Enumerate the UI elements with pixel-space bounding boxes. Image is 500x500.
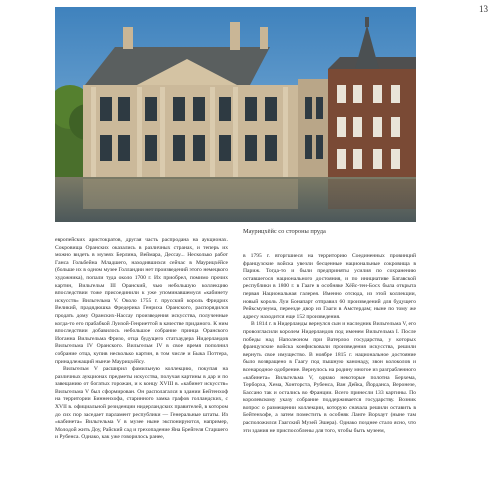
mauritshuis-photo: [55, 7, 416, 222]
right-text-column: [243, 253, 416, 435]
paragraph: В 1814 г. в Нидерланды вернулся сын и наследник Вильгельма V, его провозгласили королем Нидерландов под именем Вильгельма I. После победы над Наполеоном при Ватерлоо государства, у которых французские войска конфисковали произведения искусства, решили вернуть свое имущество. В ноябре 1815 г. национальное достояние было возвращено в Гаагу под пышную канонаду, звон колоколов и всенародное одобрение. Вернулось на родину многое из разграбленного «кабинета» Вильгельма V, однако некоторые полотна Берхема, Терборха, Хема, Хонторста, Рубенса, Ван Дейка, Йорданса, Веронезе, Бассано так и остались во Франции. Всего принесли 133 картины. По королевскому указу собрание поддерживается государству. Возник вопрос о размещении коллекции, которую сначала решили оставить в Бейтенхофе, а затем поместить в особняк Ланге Ворхаут (ныне там расположился Гаагский Музей Эшера). Однако позднее стало ясно, что эти здания не приспособлены для того, чтобы быть музеем,: [243, 321, 416, 434]
left-text-column: [55, 237, 228, 442]
paragraph: европейских аристократов, другая часть распродана на аукционах. Сокровища Оранских оказались в различных странах, и теперь их можно видеть в музеях Берлина, Веймара, Дессау... Несколько работ Ганса Гольбейна Младшего, находившихся сейчас в Маурицхёйсе (больше их в одном музее Голландии нет произведений этого немецкого художника), попали туда около 1700 г. Их приобрел, помимо прочих картин, Вильгельм III Оранский, чью небольшую коллекцию впоследствии тоже присоединили к уже упоминавшемуся «кабинету искусств» Вильгельма V. Около 1755 г. прусский король Фридрих Великий, прадядюшка Фредерика Генриха Оранского, распорядился продать дому Оранских-Нассау произведения искусства, полученные когда-то его прабабкой Луизой-Генриеттой в качестве приданого. К ним впоследствии добавилось небольшое собрание принца Оранского Иоганна Вильгельма Фризо, отца будущего статхаудера Нидерландов Вильгельма IV Оранского. Вильгельм IV в свое время пополнил собрание отца, купив несколько картин, в том числе и Быка Поттера, принадлежащий нынче Маурицхёйсу.: [55, 237, 228, 365]
paragraph: в 1795 г. вторгшиеся на территорию Соединенных провинций французские войска увезли бесценные национальные сокровища в Париж. Тогда-то и были предприняты усилия по сохранению оставшегося национального достояния, и по инициативе Батавской республики в 1800 г. в Гааге в особняке Хёйс-тен-Босх была открыта первая Национальная галерея. Именно отсюда, из этой коллекции, новый король Луи Бонапарт отправил 60 произведений для будущего Рейксмузеума, переезде двор из Гааги в Амстердам; ныне по тому же адресу находится еще 152 произведения.: [243, 253, 416, 320]
paragraph: Вильгельм V расширил фамильную коллекцию, покупая на различных аукционах предметы искусства, получая картины в дар и по завещанию от богатых горожан, и к концу XVIII в. «кабинет искусств» Вильгельма V был сформирован. Он располагался в здании Бейтенхоф на территории Бинненхофа, старинного замка графов голландских, с XVII в. официальной резиденции нидерландских правителей, в котором до сих пор заседает парламент республики — Генеральные штаты. Из «кабинета» Вильгельма V в музее ныне экспонируются, например, Молодой жить Доу, Райский сад и грехопадение Яна Брейгеля Старшего и Рубенса. Однако, как уже говорилось ранее,: [55, 366, 228, 441]
photo-caption: Маурицхёйс со стороны пруда: [243, 228, 326, 235]
page-number: 13: [479, 4, 488, 14]
